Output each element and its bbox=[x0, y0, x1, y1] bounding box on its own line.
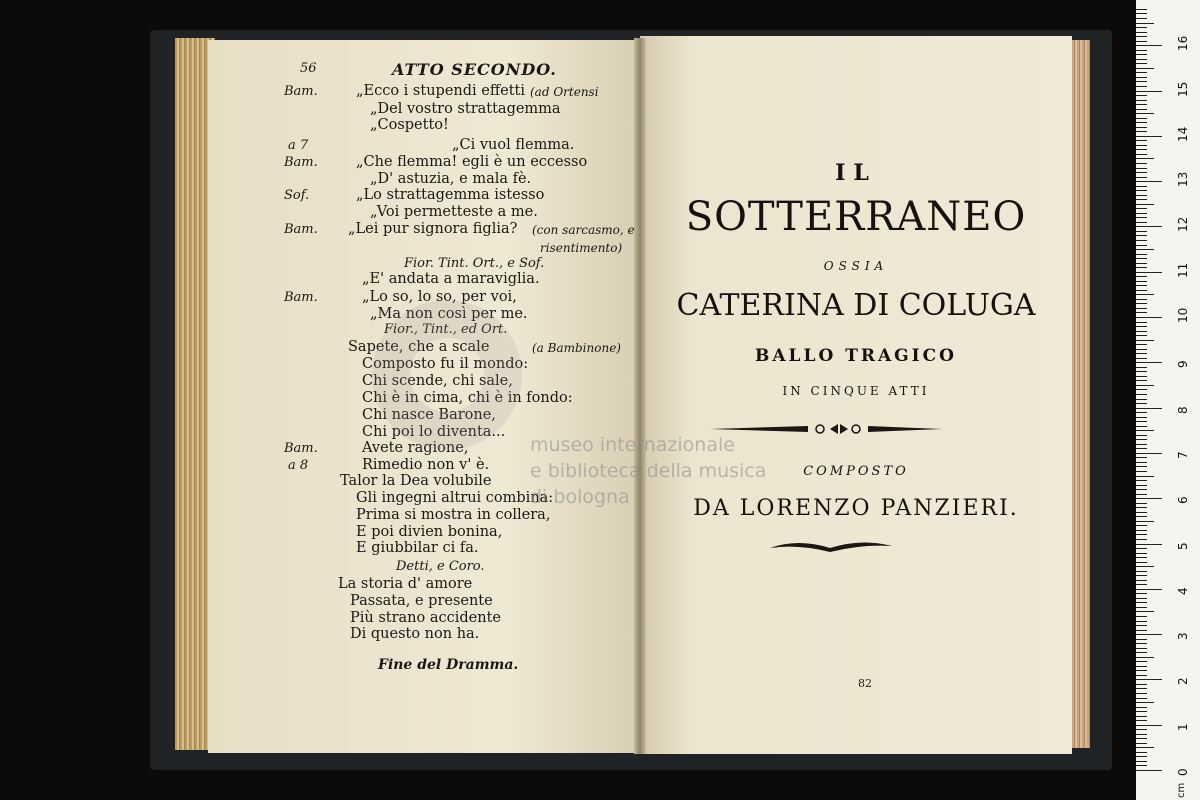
ruler-tick bbox=[1136, 562, 1147, 563]
stage-direction: risentimento) bbox=[540, 242, 623, 254]
ruler-tick bbox=[1136, 480, 1147, 481]
ruler-tick bbox=[1136, 675, 1147, 676]
verse-line: Chi nasce Barone, bbox=[362, 407, 496, 423]
verse-line: „Lo so, lo so, per voi, bbox=[362, 289, 517, 305]
ruler-tick bbox=[1136, 276, 1147, 277]
ruler-tick bbox=[1136, 149, 1147, 150]
ruler-tick bbox=[1136, 417, 1147, 418]
verse-line: Chi scende, chi sale, bbox=[362, 373, 513, 389]
title-subtitle: CATERINA DI COLUGA bbox=[676, 288, 1036, 323]
verse-line: Detti, e Coro. bbox=[396, 559, 485, 574]
verse-line: Passata, e presente bbox=[350, 593, 493, 609]
ruler-tick bbox=[1136, 494, 1147, 495]
ruler-tick bbox=[1136, 648, 1147, 649]
verse-line: „Lei pur signora figlia? bbox=[348, 221, 518, 237]
ruler-tick bbox=[1136, 163, 1147, 164]
ruler-tick bbox=[1136, 41, 1147, 42]
ruler-tick bbox=[1136, 693, 1147, 694]
ruler-tick bbox=[1136, 607, 1147, 608]
watermark-line-2: e biblioteca della musica bbox=[530, 460, 767, 482]
ruler-tick bbox=[1136, 761, 1147, 762]
ruler-tick bbox=[1136, 399, 1147, 400]
ruler-tick bbox=[1136, 358, 1147, 359]
ruler-tick bbox=[1136, 13, 1147, 14]
ornament-rule bbox=[708, 418, 944, 440]
verse-line: La storia d' amore bbox=[338, 576, 473, 592]
ruler-tick bbox=[1136, 652, 1147, 653]
ruler-tick bbox=[1136, 240, 1147, 241]
ruler-tick bbox=[1136, 553, 1147, 554]
title-ossia: OSSIA bbox=[823, 259, 889, 273]
ruler-tick bbox=[1136, 616, 1147, 617]
watermark-line-1: museo internazionale bbox=[530, 434, 735, 456]
ruler-tick bbox=[1136, 254, 1147, 255]
ruler-tick bbox=[1136, 661, 1147, 662]
ruler-tick bbox=[1136, 45, 1162, 46]
ruler-tick bbox=[1136, 213, 1147, 214]
ruler-tick bbox=[1136, 54, 1147, 55]
ruler-tick bbox=[1136, 77, 1147, 78]
ruler-tick bbox=[1136, 86, 1147, 87]
ruler-tick bbox=[1136, 72, 1147, 73]
ruler-tick bbox=[1136, 566, 1154, 567]
ruler-tick bbox=[1136, 299, 1147, 300]
ruler-tick bbox=[1136, 131, 1147, 132]
ruler-tick bbox=[1136, 602, 1147, 603]
ruler-tick bbox=[1136, 421, 1147, 422]
ruler-tick bbox=[1136, 326, 1147, 327]
ruler-tick bbox=[1136, 489, 1147, 490]
ruler-tick bbox=[1136, 344, 1147, 345]
page-edges-right bbox=[1072, 40, 1090, 748]
ruler-tick bbox=[1136, 317, 1162, 318]
speaker-label: Bam. bbox=[284, 222, 318, 237]
ruler-tick bbox=[1136, 725, 1162, 726]
ruler-tick bbox=[1136, 118, 1147, 119]
ruler-tick bbox=[1136, 272, 1162, 273]
ruler-tick bbox=[1136, 394, 1147, 395]
verse-line: Composto fu il mondo: bbox=[362, 356, 529, 372]
ruler-tick bbox=[1136, 158, 1154, 159]
ruler-tick bbox=[1136, 716, 1147, 717]
ruler-tick bbox=[1136, 684, 1147, 685]
ruler-tick bbox=[1136, 507, 1147, 508]
ruler-number: 14 bbox=[1176, 126, 1190, 142]
ruler-tick bbox=[1136, 639, 1147, 640]
ruler-tick bbox=[1136, 657, 1154, 658]
ruler-number: 9 bbox=[1176, 360, 1190, 369]
ruler-tick bbox=[1136, 186, 1147, 187]
ruler-tick bbox=[1136, 226, 1162, 227]
ruler-tick bbox=[1136, 430, 1154, 431]
verse-line: Chi poi lo diventa... bbox=[362, 424, 506, 440]
ruler-tick bbox=[1136, 109, 1147, 110]
ruler-tick bbox=[1136, 476, 1154, 477]
ruler-tick bbox=[1136, 512, 1147, 513]
ruler-tick bbox=[1136, 222, 1147, 223]
ruler-tick bbox=[1136, 195, 1147, 196]
ruler-tick bbox=[1136, 168, 1147, 169]
ruler-tick bbox=[1136, 630, 1147, 631]
stage-direction: (a Bambinone) bbox=[532, 342, 621, 354]
ruler-tick bbox=[1136, 738, 1147, 739]
ruler-tick bbox=[1136, 172, 1147, 173]
ruler-number: 15 bbox=[1176, 81, 1190, 97]
ruler-tick bbox=[1136, 177, 1147, 178]
verse-line: Rimedio non v' è. bbox=[362, 457, 490, 473]
ruler-tick bbox=[1136, 643, 1147, 644]
ruler-tick bbox=[1136, 385, 1154, 386]
ruler-tick bbox=[1136, 322, 1147, 323]
ruler-tick bbox=[1136, 335, 1147, 336]
verse-line: E poi divien bonina, bbox=[356, 524, 503, 540]
ruler-tick bbox=[1136, 136, 1162, 137]
ruler-tick bbox=[1136, 380, 1147, 381]
ruler-tick bbox=[1136, 81, 1147, 82]
ruler-tick bbox=[1136, 154, 1147, 155]
ruler-tick bbox=[1136, 331, 1147, 332]
ruler-tick bbox=[1136, 729, 1147, 730]
ruler-tick bbox=[1136, 571, 1147, 572]
ruler-tick bbox=[1136, 743, 1147, 744]
page-number: 56 bbox=[300, 61, 317, 76]
watermark-logo bbox=[372, 300, 522, 450]
ruler-tick bbox=[1136, 59, 1147, 60]
verse-line: „Cospetto! bbox=[370, 117, 449, 133]
page-header: ATTO SECONDO. bbox=[392, 60, 557, 79]
ruler-unit: cm bbox=[1176, 782, 1187, 798]
ruler-tick bbox=[1136, 91, 1162, 92]
ruler-number: 2 bbox=[1176, 677, 1190, 686]
ruler-tick bbox=[1136, 18, 1147, 19]
speaker-label: Bam. bbox=[284, 155, 318, 170]
ruler-tick bbox=[1136, 734, 1147, 735]
ruler-tick bbox=[1136, 557, 1147, 558]
verse-line: „Voi permetteste a me. bbox=[370, 204, 538, 220]
verse-line: Di questo non ha. bbox=[350, 626, 480, 642]
verse-line: „Del vostro strattagemma bbox=[370, 101, 561, 117]
ruler-tick bbox=[1136, 371, 1147, 372]
ruler-number: 4 bbox=[1176, 587, 1190, 595]
ruler-tick bbox=[1136, 281, 1147, 282]
ruler-tick bbox=[1136, 199, 1147, 200]
ruler-tick bbox=[1136, 217, 1147, 218]
verse-line: Chi è in cima, chi è in fondo: bbox=[362, 390, 573, 406]
end-of-drama: Fine del Dramma. bbox=[378, 657, 519, 673]
ruler-tick bbox=[1136, 448, 1147, 449]
ruler-tick bbox=[1136, 403, 1147, 404]
ruler-tick bbox=[1136, 625, 1147, 626]
ruler-tick bbox=[1136, 747, 1154, 748]
stage-direction: (con sarcasmo, e bbox=[532, 224, 635, 236]
ruler-tick bbox=[1136, 521, 1154, 522]
speaker-label: a 8 bbox=[288, 458, 309, 473]
ruler-tick bbox=[1136, 720, 1147, 721]
ruler-tick bbox=[1136, 516, 1147, 517]
ruler-tick bbox=[1136, 702, 1154, 703]
verse-line: „E' andata a maraviglia. bbox=[362, 271, 540, 287]
ruler-tick bbox=[1136, 235, 1147, 236]
ruler-tick bbox=[1136, 294, 1154, 295]
ruler-tick bbox=[1136, 534, 1147, 535]
verse-line: Avete ragione, bbox=[362, 440, 469, 456]
ruler-tick bbox=[1136, 349, 1147, 350]
title-main: SOTTERRANEO bbox=[685, 194, 1027, 240]
composto-line: COMPOSTO bbox=[803, 464, 909, 479]
ruler-tick bbox=[1136, 95, 1147, 96]
ruler-number: 1 bbox=[1176, 723, 1190, 731]
ruler-tick bbox=[1136, 698, 1147, 699]
ruler-tick bbox=[1136, 50, 1147, 51]
speaker-label: Bam. bbox=[284, 84, 318, 99]
ruler-tick bbox=[1136, 670, 1147, 671]
ruler-tick bbox=[1136, 770, 1162, 771]
ruler-tick bbox=[1136, 122, 1147, 123]
ruler-tick bbox=[1136, 267, 1147, 268]
ruler-number: 12 bbox=[1176, 217, 1190, 233]
verse-line: „Che flemma! egli è un eccesso bbox=[356, 154, 588, 170]
ruler-tick bbox=[1136, 208, 1147, 209]
speaker-label: Sof. bbox=[284, 188, 310, 203]
ornament-flourish bbox=[768, 536, 894, 556]
ruler-tick bbox=[1136, 113, 1154, 114]
ruler-tick bbox=[1136, 471, 1147, 472]
ruler-tick bbox=[1136, 63, 1147, 64]
ruler-tick bbox=[1136, 444, 1147, 445]
verse-line: „D' astuzia, e mala fè. bbox=[370, 171, 532, 187]
ruler-tick bbox=[1136, 367, 1147, 368]
ruler-number: 16 bbox=[1176, 35, 1190, 52]
ruler-number: 11 bbox=[1176, 262, 1190, 278]
ruler-tick bbox=[1136, 426, 1147, 427]
ruler-tick bbox=[1136, 312, 1147, 313]
ruler-tick bbox=[1136, 190, 1147, 191]
ruler-tick bbox=[1136, 68, 1154, 69]
verse-line: Talor la Dea volubile bbox=[340, 473, 492, 489]
signature-mark: 82 bbox=[858, 677, 872, 690]
verse-line: Fior. Tint. Ort., e Sof. bbox=[404, 256, 545, 271]
ruler-tick bbox=[1136, 353, 1147, 354]
ruler-tick bbox=[1136, 453, 1162, 454]
ruler-tick bbox=[1136, 530, 1147, 531]
verse-line: „Ecco i stupendi effetti bbox=[356, 83, 526, 99]
ruler-tick bbox=[1136, 544, 1162, 545]
verse-line: Più strano accidente bbox=[350, 610, 501, 626]
speaker-label: a 7 bbox=[288, 138, 309, 153]
verse-line: Sapete, che a scale bbox=[348, 339, 490, 355]
ruler-tick bbox=[1136, 525, 1147, 526]
ruler-tick bbox=[1136, 249, 1154, 250]
speaker-label: Bam. bbox=[284, 441, 318, 456]
ruler-tick bbox=[1136, 503, 1147, 504]
ruler-tick bbox=[1136, 621, 1147, 622]
ruler-tick bbox=[1136, 27, 1147, 28]
ruler-tick bbox=[1136, 23, 1154, 24]
ruler-tick bbox=[1136, 756, 1147, 757]
ruler-tick bbox=[1136, 362, 1162, 363]
verse-line: Fior., Tint., ed Ort. bbox=[384, 322, 508, 337]
ruler-tick bbox=[1136, 127, 1147, 128]
ruler-tick bbox=[1136, 145, 1147, 146]
ruler-tick bbox=[1136, 412, 1147, 413]
ruler-tick bbox=[1136, 584, 1147, 585]
ruler-tick bbox=[1136, 408, 1162, 409]
ruler-tick bbox=[1136, 204, 1154, 205]
ruler-tick bbox=[1136, 285, 1147, 286]
ruler-tick bbox=[1136, 462, 1147, 463]
measurement-ruler bbox=[1136, 0, 1200, 800]
ruler-tick bbox=[1136, 707, 1147, 708]
ruler-tick bbox=[1136, 589, 1162, 590]
ruler-tick bbox=[1136, 303, 1147, 304]
ruler-tick bbox=[1136, 711, 1147, 712]
ruler-number: 0 bbox=[1176, 768, 1190, 776]
ruler-tick bbox=[1136, 32, 1147, 33]
ruler-number: 5 bbox=[1176, 541, 1190, 550]
ruler-tick bbox=[1136, 389, 1147, 390]
ruler-tick bbox=[1136, 308, 1147, 309]
ruler-number: 3 bbox=[1176, 632, 1190, 641]
acts-line: IN CINQUE ATTI bbox=[782, 384, 930, 398]
ruler-tick bbox=[1136, 498, 1162, 499]
ruler-tick bbox=[1136, 634, 1162, 635]
ruler-tick bbox=[1136, 485, 1147, 486]
watermark-line-3: di bologna bbox=[530, 486, 630, 508]
verse-line: Gli ingegni altrui combina: bbox=[356, 490, 554, 506]
ruler-tick bbox=[1136, 340, 1154, 341]
ruler-tick bbox=[1136, 376, 1147, 377]
ruler-tick bbox=[1136, 9, 1147, 10]
ruler-tick bbox=[1136, 140, 1147, 141]
ruler-tick bbox=[1136, 36, 1147, 37]
ruler-tick bbox=[1136, 752, 1147, 753]
verse-line: „Ma non così per me. bbox=[370, 306, 528, 322]
stage-direction: (ad Ortensi bbox=[530, 86, 599, 98]
ruler-tick bbox=[1136, 290, 1147, 291]
ruler-tick bbox=[1136, 258, 1147, 259]
ruler-tick bbox=[1136, 580, 1147, 581]
ruler-tick bbox=[1136, 263, 1147, 264]
ruler-tick bbox=[1136, 666, 1147, 667]
verse-line: „Lo strattagemma istesso bbox=[356, 187, 545, 203]
ruler-tick bbox=[1136, 598, 1147, 599]
ruler-tick bbox=[1136, 181, 1162, 182]
ruler-tick bbox=[1136, 231, 1147, 232]
author-line: DA LORENZO PANZIERI. bbox=[693, 496, 1019, 521]
ruler-number: 6 bbox=[1176, 496, 1190, 505]
ruler-tick bbox=[1136, 679, 1162, 680]
verse-line: „Ci vuol flemma. bbox=[452, 137, 575, 153]
ruler-tick bbox=[1136, 575, 1147, 576]
ruler-tick bbox=[1136, 548, 1147, 549]
ruler-tick bbox=[1136, 100, 1147, 101]
verse-line: Prima si mostra in collera, bbox=[356, 507, 551, 523]
ruler-tick bbox=[1136, 439, 1147, 440]
ruler-tick bbox=[1136, 539, 1147, 540]
ruler-tick bbox=[1136, 435, 1147, 436]
ruler-tick bbox=[1136, 457, 1147, 458]
speaker-label: Bam. bbox=[284, 290, 318, 305]
ruler-number: 8 bbox=[1176, 405, 1190, 414]
ruler-tick bbox=[1136, 104, 1147, 105]
verse-line: E giubbilar ci fa. bbox=[356, 540, 479, 556]
ruler-number: 10 bbox=[1176, 307, 1190, 323]
genre-line: BALLO TRAGICO bbox=[755, 346, 957, 366]
ruler-tick bbox=[1136, 765, 1147, 766]
ruler-tick bbox=[1136, 245, 1147, 246]
ruler-tick bbox=[1136, 688, 1147, 689]
ruler-tick bbox=[1136, 611, 1154, 612]
ruler-number: 7 bbox=[1176, 451, 1190, 459]
ruler-tick bbox=[1136, 593, 1147, 594]
title-il: IL bbox=[835, 160, 877, 186]
ruler-number: 13 bbox=[1176, 171, 1190, 188]
ruler-tick bbox=[1136, 466, 1147, 467]
